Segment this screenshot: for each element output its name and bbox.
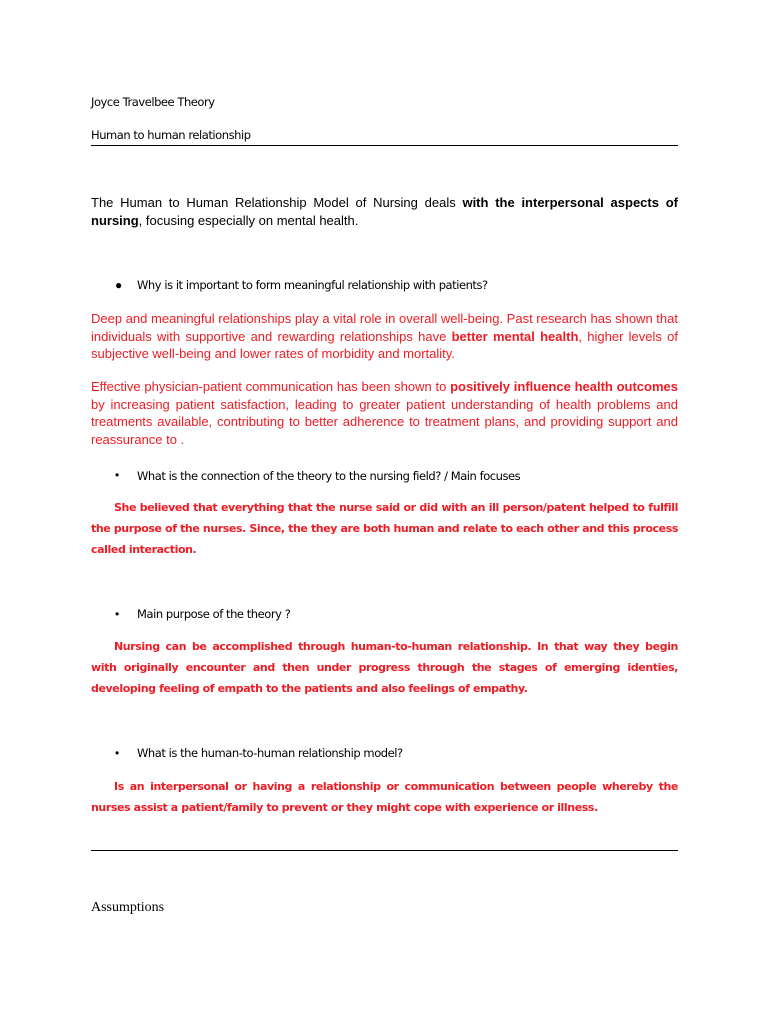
answer-1-paragraph-1 xyxy=(91,310,678,363)
answer-1-p2-bold: positively influence health outcomes xyxy=(450,379,678,394)
bullet-icon: • xyxy=(115,607,120,621)
answer-1-p1-post: , higher levels of subjective well-being and lower rates of morbidity and mortality. xyxy=(91,328,678,361)
intro-text-pre: The Human to Human Relationship Model of Nursing deals xyxy=(91,195,463,210)
answer-2: She believed that everything that the nurse said or did with an ill person/patent helped to fulfill the purpose of the nurses. Since, the they are both human and relate to each other and this process called interaction. xyxy=(91,501,678,556)
question-1: Why is it important to form meaningful relationship with patients? xyxy=(137,278,488,292)
bullet-icon: ● xyxy=(115,278,123,292)
bullet-icon: • xyxy=(115,746,120,760)
intro-text-bold: with the interpersonal aspects of nursing xyxy=(91,195,678,228)
question-2: What is the connection of the theory to the nursing field? / Main focuses xyxy=(137,469,521,483)
question-4: What is the human-to-human relationship model? xyxy=(137,746,403,760)
answer-1-p1-bold: better mental health xyxy=(451,328,579,344)
doc-subtitle: Human to human relationship xyxy=(91,128,251,142)
intro-paragraph xyxy=(91,194,678,229)
intro-text-post: , focusing especially on mental health. xyxy=(138,212,359,228)
answer-4: Is an interpersonal or having a relationship or communication between people whereby the nurses assist a patient/family to prevent or they might cope with experience or illness. xyxy=(91,780,678,814)
answer-1-p1-pre: Deep and meaningful relationships play a vital role in overall well-being. Past research has shown that individuals with supportive and rewarding relationships have xyxy=(91,311,678,344)
answer-3: Nursing can be accomplished through human-to-human relationship. In that way they begin with originally encounter and then under progress through the stages of emerging identies, developing feeling of empath to the patients and also feelings of empathy. xyxy=(91,640,678,695)
assumptions-heading: Assumptions xyxy=(91,900,165,915)
divider-top xyxy=(91,145,678,146)
answer-1-paragraph-2 xyxy=(91,378,678,448)
bullet-icon: • xyxy=(115,468,120,482)
divider-bottom xyxy=(91,850,678,851)
question-3: Main purpose of the theory ? xyxy=(137,607,291,621)
answer-1-p2-post: by increasing patient satisfaction, leading to greater patient understanding of health problems and treatments available, contributing to better adherence to treatment plans, and providing support and reassurance to . xyxy=(91,396,678,447)
answer-1-p2-pre: Effective physician-patient communication has been shown to xyxy=(91,379,451,394)
doc-title: Joyce Travelbee Theory xyxy=(91,95,215,109)
